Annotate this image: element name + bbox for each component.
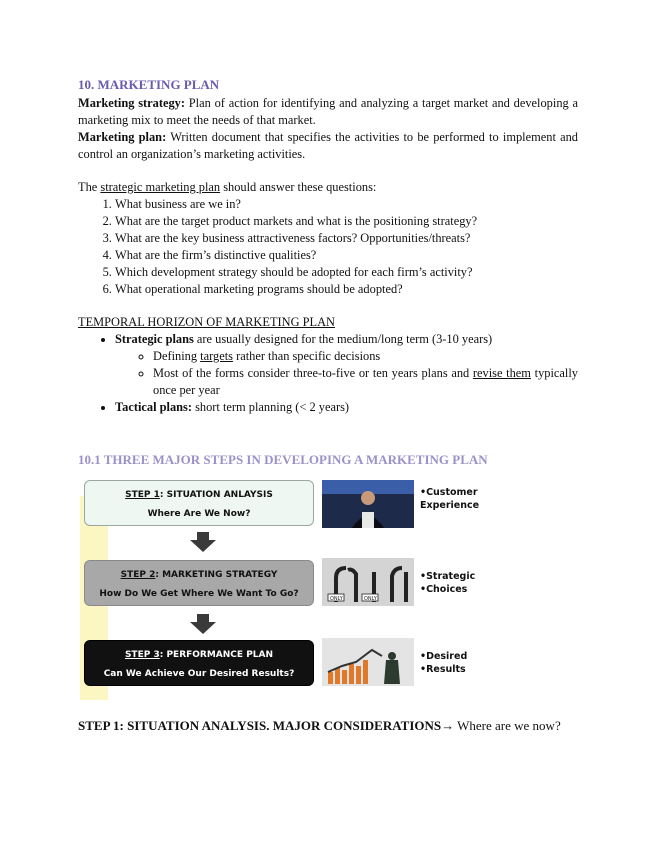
definition-text: Written document that specifies the activities to be performed to implement and control an organization’s marketing activities. [78,130,578,161]
list-item-tactical: • Tactical plans: short term planning (< 2 years) [115,399,578,416]
list-item-strategic: • Strategic plans are usually designed for the medium/long term (3-10 years) ◦ Defining targets rather than specific decisions ◦ Most of the forms consider three-to-five or ten years plans and revise them typically once per year [115,331,578,399]
list-item: 5. Which development strategy should be adopted for each firm’s activity? [115,264,578,281]
term-label: Marketing strategy: [78,96,186,110]
list-item: 2. What are the target product markets and what is the positioning strategy? [115,213,578,230]
document-body [78,76,578,416]
down-arrow-icon [190,532,216,552]
three-steps-diagram [80,474,500,700]
step-1-note: •Customer Experience [420,487,480,511]
step-3-box: STEP 3: PERFORMANCE PLAN Can We Achieve Our Desired Results? [84,640,314,686]
definition-marketing-strategy [78,95,578,129]
sign-label: ONLY [364,596,377,602]
strategic-plan-underlined: strategic marketing plan [100,180,221,194]
term-label: Marketing plan: [78,130,167,144]
step-1-heading: STEP 1: SITUATION ANALYSIS. MAJOR CONSIDERATIONS→ Where are we now? [78,718,561,733]
definition-text: Plan of action for identifying and analyzing a target market and developing a marketing mix to meet the needs of that market. [78,96,578,127]
down-arrow-icon [190,614,216,634]
list-item: ◦ Defining targets rather than specific decisions [153,348,578,365]
questions-intro: The strategic marketing plan should answer these questions: [78,180,377,194]
list-item: 1. What business are we in? [115,196,578,213]
list-item: 6. What operational marketing programs should be adopted? [115,281,578,298]
road-signs-icon [322,558,414,606]
temporal-horizon-title: TEMPORAL HORIZON OF MARKETING PLAN [78,315,335,329]
step-3-note: •Desired •Results [420,651,468,675]
list-item: ◦ Most of the forms consider three-to-five or ten years plans and revise them typically once per year [153,365,578,399]
list-item: 3. What are the key business attractiveness factors? Opportunities/threats? [115,230,578,247]
definition-marketing-plan [78,129,578,163]
list-item: 4. What are the firm’s distinctive qualities? [115,247,578,264]
questions-list [78,196,578,298]
strategic-sublist [115,348,578,399]
sign-label: ONLY [330,596,343,602]
plans-list [78,331,578,416]
growth-chart-photo-icon [322,638,414,686]
step-2-note: •Strategic •Choices [420,571,476,595]
speaker-photo-icon [322,480,414,528]
page-title: 10. MARKETING PLAN [78,77,220,92]
step-1-box: STEP 1: SITUATION ANLAYSIS Where Are We Now? [84,480,314,526]
section-heading-three-steps: 10.1 THREE MAJOR STEPS IN DEVELOPING A MARKETING PLAN [78,452,488,467]
step-2-box: STEP 2: MARKETING STRATEGY How Do We Get Where We Want To Go? [84,560,314,606]
